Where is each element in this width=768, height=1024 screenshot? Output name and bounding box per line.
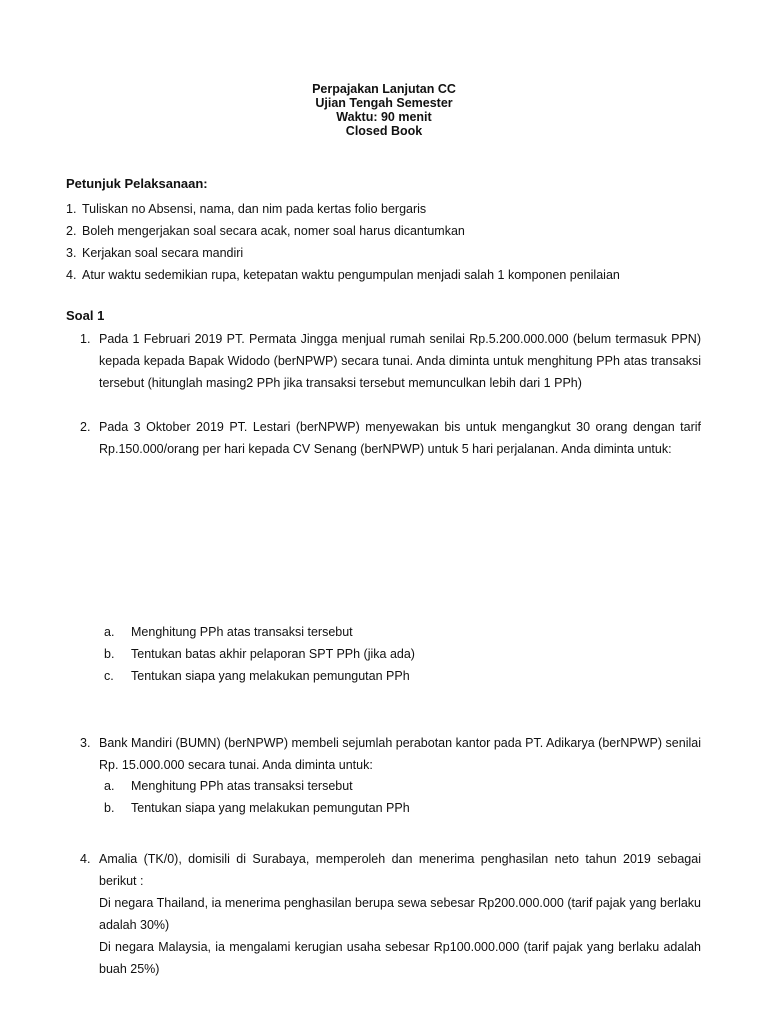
question-2: 2. Pada 3 Oktober 2019 PT. Lestari (berNPWP) menyewakan bis untuk mengangkut 30 orang dengan tarif Rp.150.000/orang per hari kepada CV Senang (berNPWP) untuk 5 hari perjalanan. Anda diminta untuk: <box>80 416 701 460</box>
list-item: 4. Atur waktu sedemikian rupa, ketepatan waktu pengumpulan menjadi salah 1 komponen penilaian <box>66 268 620 282</box>
instructions-list <box>66 198 706 286</box>
question-3-sub-b: b. Tentukan siapa yang melakukan pemungutan PPh <box>104 801 410 815</box>
list-item: 2. Boleh mengerjakan soal secara acak, nomer soal harus dicantumkan <box>66 224 465 238</box>
question-1: 1. Pada 1 Februari 2019 PT. Permata Jingga menjual rumah senilai Rp.5.200.000.000 (belum termasuk PPN) kepada kepada Bapak Widodo (berNPWP) secara tunai. Anda diminta untuk menghitung PPh atas transaksi tersebut (hitunglah masing2 PPh jika transaksi tersebut memunculkan lebih dari 1 PPh) <box>80 328 701 394</box>
course-title: Perpajakan Lanjutan CC <box>312 82 456 96</box>
question-2-sub-b: b. Tentukan batas akhir pelaporan SPT PPh (jika ada) <box>104 647 415 661</box>
document-header <box>0 82 768 138</box>
question-2-text: Pada 3 Oktober 2019 PT. Lestari (berNPWP) menyewakan bis untuk mengangkut 30 orang dengan tarif Rp.150.000/orang per hari kepada CV Senang (berNPWP) untuk 5 hari perjalanan. Anda diminta untuk: <box>99 420 701 456</box>
exam-mode: Closed Book <box>345 124 423 138</box>
question-4: 4. Amalia (TK/0), domisili di Surabaya, memperoleh dan menerima penghasilan neto tahun 2019 sebagai berikut : <box>80 848 701 892</box>
question-2-sub-a: a. Menghitung PPh atas transaksi tersebut <box>104 625 353 639</box>
list-item: 3. Kerjakan soal secara mandiri <box>66 246 244 260</box>
question-1-text: Pada 1 Februari 2019 PT. Permata Jingga menjual rumah senilai Rp.5.200.000.000 (belum termasuk PPN) kepada kepada Bapak Widodo (berNPWP) secara tunai. Anda diminta untuk menghitung PPh atas transaksi tersebut (hitunglah masing2 PPh jika transaksi tersebut memunculkan lebih dari 1 PPh) <box>99 332 701 390</box>
question-4-paragraph-malaysia: Di negara Malaysia, ia mengalami kerugian usaha sebesar Rp100.000.000 (tarif pajak yang berlaku adalah buah 25%) <box>99 940 701 976</box>
question-3-text: Bank Mandiri (BUMN) (berNPWP) membeli sejumlah perabotan kantor pada PT. Adikarya (berNPWP) senilai Rp. 15.000.000 secara tunai. Anda diminta untuk: <box>99 736 701 772</box>
question-3-sub-a: a. Menghitung PPh atas transaksi tersebut <box>104 779 353 793</box>
question-4-paragraph-thailand: Di negara Thailand, ia menerima penghasilan berupa sewa sebesar Rp200.000.000 (tarif pajak yang berlaku adalah 30%) <box>99 896 701 932</box>
exam-title: Ujian Tengah Semester <box>315 96 453 110</box>
soal-heading: Soal 1 <box>66 308 105 323</box>
instructions-heading: Petunjuk Pelaksanaan: <box>66 176 208 191</box>
question-2-sub-c: c. Tentukan siapa yang melakukan pemungutan PPh <box>104 669 410 683</box>
question-4-text: Amalia (TK/0), domisili di Surabaya, memperoleh dan menerima penghasilan neto tahun 2019 sebagai berikut : <box>99 852 701 888</box>
list-item: 1. Tuliskan no Absensi, nama, dan nim pada kertas folio bergaris <box>66 202 427 216</box>
exam-duration: Waktu: 90 menit <box>336 110 432 124</box>
question-3: 3. Bank Mandiri (BUMN) (berNPWP) membeli sejumlah perabotan kantor pada PT. Adikarya (berNPWP) senilai Rp. 15.000.000 secara tunai. Anda diminta untuk: <box>80 732 701 776</box>
